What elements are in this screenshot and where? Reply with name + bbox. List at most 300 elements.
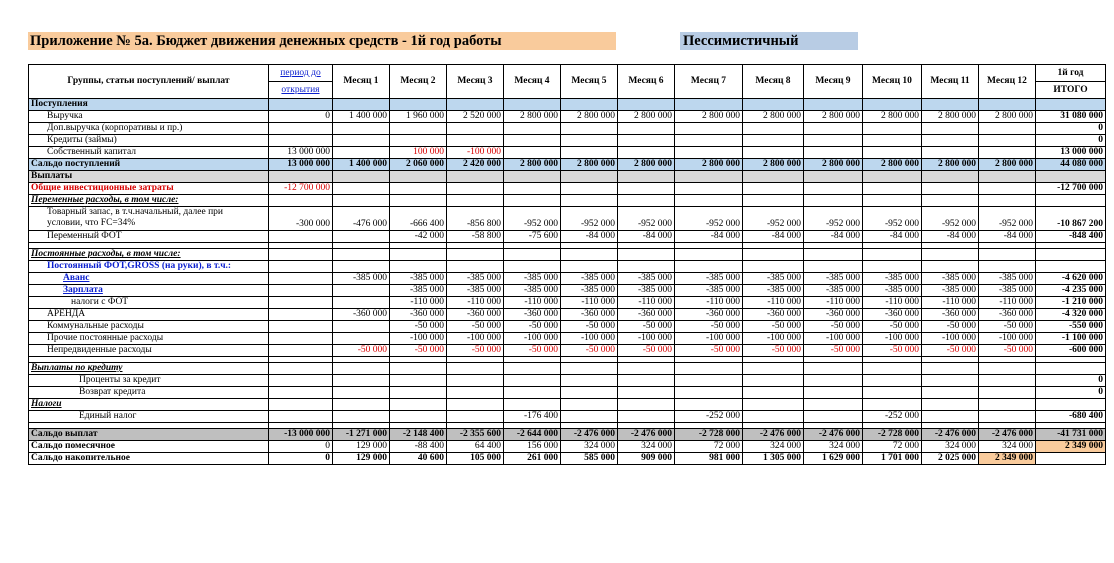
month-cell — [979, 387, 1036, 399]
pre-period-cell: -13 000 000 — [269, 429, 333, 441]
month-cell: -84 000 — [979, 231, 1036, 243]
month-cell: -84 000 — [863, 231, 922, 243]
row-label — [29, 387, 269, 399]
pre-period-cell — [269, 99, 333, 111]
month-cell — [979, 399, 1036, 411]
month-cell — [333, 321, 390, 333]
table-row — [29, 399, 1106, 411]
month-cell — [863, 171, 922, 183]
month-cell: -50 000 — [979, 321, 1036, 333]
header-group-label: Группы, статьи поступлений/ выплат — [29, 65, 269, 99]
year-total-cell — [1036, 453, 1106, 465]
month-cell — [863, 261, 922, 273]
month-cell — [804, 147, 863, 159]
row-label-text-2: условии, что FC=34% — [47, 218, 136, 228]
month-cell — [804, 123, 863, 135]
month-cell: 2 800 000 — [743, 111, 804, 123]
month-cell: 2 800 000 — [561, 159, 618, 171]
month-cell — [390, 261, 447, 273]
month-cell — [863, 135, 922, 147]
month-cell — [922, 183, 979, 195]
month-cell — [333, 99, 390, 111]
month-cell: -385 000 — [447, 285, 504, 297]
month-cell: -50 000 — [979, 345, 1036, 357]
month-cell: -50 000 — [333, 345, 390, 357]
page-title: Приложение № 5а. Бюджет движения денежных средств - 1й год работы — [28, 32, 616, 50]
month-cell — [979, 249, 1036, 261]
month-cell — [333, 363, 390, 375]
month-cell — [743, 375, 804, 387]
year-total-cell: 2 349 000 — [1036, 441, 1106, 453]
header-month-9: Месяц 9 — [804, 65, 863, 99]
month-cell: 2 800 000 — [922, 159, 979, 171]
month-cell — [333, 399, 390, 411]
month-cell — [922, 135, 979, 147]
month-cell: -50 000 — [390, 345, 447, 357]
header-month-5: Месяц 5 — [561, 65, 618, 99]
month-cell — [675, 195, 743, 207]
table-row — [29, 441, 1106, 453]
month-cell: 2 060 000 — [390, 159, 447, 171]
month-cell: -360 000 — [561, 309, 618, 321]
month-cell — [804, 135, 863, 147]
table-row — [29, 387, 1106, 399]
row-label — [29, 321, 269, 333]
row-label — [29, 135, 269, 147]
row-label — [29, 159, 269, 171]
month-cell — [618, 375, 675, 387]
pre-period-cell: -12 700 000 — [269, 183, 333, 195]
month-cell: -952 000 — [618, 207, 675, 231]
month-cell — [561, 363, 618, 375]
pre-period-cell — [269, 261, 333, 273]
month-cell — [333, 171, 390, 183]
month-cell — [675, 171, 743, 183]
month-cell: -50 000 — [618, 345, 675, 357]
month-cell — [561, 123, 618, 135]
pre-period-cell — [269, 231, 333, 243]
row-label — [29, 309, 269, 321]
month-cell: -100 000 — [675, 333, 743, 345]
month-cell: -58 800 — [447, 231, 504, 243]
row-label-text: Кредиты (займы) — [47, 135, 117, 145]
month-cell — [743, 249, 804, 261]
row-label-text: Сальдо поступлений — [31, 159, 121, 169]
pre-period-cell: 0 — [269, 111, 333, 123]
table-row — [29, 135, 1106, 147]
month-cell — [504, 249, 561, 261]
row-label-text: АРЕНДА — [47, 309, 86, 319]
month-cell — [675, 99, 743, 111]
year-total-cell: 13 000 000 — [1036, 147, 1106, 159]
row-label-text: Выплаты по кредиту — [31, 363, 123, 373]
month-cell — [979, 183, 1036, 195]
month-cell: -952 000 — [979, 207, 1036, 231]
month-cell: -100 000 — [447, 147, 504, 159]
month-cell: -42 000 — [390, 231, 447, 243]
month-cell: 156 000 — [504, 441, 561, 453]
table-row — [29, 429, 1106, 441]
row-label — [29, 345, 269, 357]
month-cell: 1 400 000 — [333, 159, 390, 171]
year-total-cell — [1036, 195, 1106, 207]
month-cell — [447, 363, 504, 375]
month-cell: -110 000 — [561, 297, 618, 309]
month-cell — [675, 135, 743, 147]
month-cell — [675, 363, 743, 375]
month-cell — [447, 99, 504, 111]
month-cell: 40 600 — [390, 453, 447, 465]
month-cell — [922, 147, 979, 159]
month-cell: -100 000 — [447, 333, 504, 345]
month-cell — [979, 147, 1036, 159]
month-cell — [743, 261, 804, 273]
month-cell: 324 000 — [804, 441, 863, 453]
month-cell: -856 800 — [447, 207, 504, 231]
month-cell: -110 000 — [675, 297, 743, 309]
header-month-4: Месяц 4 — [504, 65, 561, 99]
month-cell: 2 800 000 — [863, 159, 922, 171]
month-cell — [333, 135, 390, 147]
month-cell: 129 000 — [333, 453, 390, 465]
month-cell: -110 000 — [447, 297, 504, 309]
month-cell: 981 000 — [675, 453, 743, 465]
table-row — [29, 249, 1106, 261]
month-cell: -385 000 — [675, 273, 743, 285]
month-cell: -50 000 — [390, 321, 447, 333]
month-cell — [743, 387, 804, 399]
month-cell — [979, 195, 1036, 207]
month-cell: 2 800 000 — [743, 159, 804, 171]
pre-period-cell — [269, 195, 333, 207]
row-label — [29, 285, 269, 297]
row-label-text: Товарный запас, в т.ч.начальный, далее при — [47, 207, 224, 217]
month-cell — [804, 411, 863, 423]
month-cell: -952 000 — [675, 207, 743, 231]
month-cell — [504, 195, 561, 207]
month-cell — [390, 123, 447, 135]
month-cell: 909 000 — [618, 453, 675, 465]
table-row — [29, 147, 1106, 159]
month-cell: -1 271 000 — [333, 429, 390, 441]
month-cell — [979, 135, 1036, 147]
month-cell — [979, 411, 1036, 423]
month-cell: -84 000 — [675, 231, 743, 243]
month-cell: -360 000 — [922, 309, 979, 321]
header-month-12: Месяц 12 — [979, 65, 1036, 99]
month-cell — [922, 195, 979, 207]
month-cell: -385 000 — [804, 273, 863, 285]
month-cell: -50 000 — [863, 321, 922, 333]
year-total-cell: -680 400 — [1036, 411, 1106, 423]
table-row — [29, 231, 1106, 243]
month-cell — [922, 411, 979, 423]
year-total-cell: -12 700 000 — [1036, 183, 1106, 195]
month-cell: -50 000 — [504, 345, 561, 357]
row-label-text: Выплаты — [31, 171, 73, 181]
month-cell — [979, 171, 1036, 183]
table-row — [29, 195, 1106, 207]
month-cell: 2 520 000 — [447, 111, 504, 123]
month-cell: -110 000 — [979, 297, 1036, 309]
pre-period-cell — [269, 171, 333, 183]
year-total-cell: -4 620 000 — [1036, 273, 1106, 285]
row-label — [29, 273, 269, 285]
month-cell: 324 000 — [979, 441, 1036, 453]
month-cell: 100 000 — [390, 147, 447, 159]
month-cell: -385 000 — [333, 273, 390, 285]
month-cell — [447, 411, 504, 423]
month-cell: -2 644 000 — [504, 429, 561, 441]
year-total-cell — [1036, 249, 1106, 261]
month-cell — [618, 147, 675, 159]
year-total-cell: -1 100 000 — [1036, 333, 1106, 345]
row-label-text: Единый налог — [79, 411, 137, 421]
row-label — [29, 375, 269, 387]
month-cell: -110 000 — [922, 297, 979, 309]
row-label — [29, 399, 269, 411]
pre-period-cell — [269, 297, 333, 309]
header-pre-period-bottom: открытия — [269, 82, 333, 99]
month-cell: -2 476 000 — [922, 429, 979, 441]
month-cell: -385 000 — [390, 285, 447, 297]
month-cell — [863, 375, 922, 387]
month-cell: -176 400 — [504, 411, 561, 423]
row-label-text: Налоги — [31, 399, 62, 409]
month-cell: -50 000 — [561, 321, 618, 333]
month-cell: -2 355 600 — [447, 429, 504, 441]
header-year-bottom: ИТОГО — [1036, 82, 1106, 99]
month-cell: 105 000 — [447, 453, 504, 465]
month-cell — [804, 171, 863, 183]
month-cell — [333, 297, 390, 309]
row-label — [29, 453, 269, 465]
month-cell — [618, 411, 675, 423]
month-cell — [504, 123, 561, 135]
row-label — [29, 183, 269, 195]
month-cell — [333, 195, 390, 207]
pre-period-cell — [269, 411, 333, 423]
month-cell — [743, 195, 804, 207]
month-cell — [390, 249, 447, 261]
month-cell: -50 000 — [504, 321, 561, 333]
month-cell — [618, 135, 675, 147]
year-total-cell: -1 210 000 — [1036, 297, 1106, 309]
row-label — [29, 363, 269, 375]
month-cell — [675, 249, 743, 261]
month-cell — [504, 99, 561, 111]
month-cell — [390, 399, 447, 411]
month-cell: -952 000 — [804, 207, 863, 231]
pre-period-cell: 13 000 000 — [269, 147, 333, 159]
month-cell: 2 349 000 — [979, 453, 1036, 465]
month-cell — [922, 99, 979, 111]
month-cell: -2 476 000 — [979, 429, 1036, 441]
month-cell — [618, 249, 675, 261]
month-cell: -952 000 — [863, 207, 922, 231]
month-cell: -110 000 — [863, 297, 922, 309]
month-cell — [863, 399, 922, 411]
table-row — [29, 273, 1106, 285]
year-total-cell — [1036, 171, 1106, 183]
row-label-text: Поступления — [31, 99, 88, 109]
month-cell: -385 000 — [804, 285, 863, 297]
month-cell — [922, 123, 979, 135]
month-cell: -88 400 — [390, 441, 447, 453]
month-cell: 2 800 000 — [504, 111, 561, 123]
year-total-cell: -600 000 — [1036, 345, 1106, 357]
month-cell — [675, 123, 743, 135]
month-cell — [863, 363, 922, 375]
month-cell: 324 000 — [922, 441, 979, 453]
month-cell — [743, 171, 804, 183]
month-cell: 2 800 000 — [863, 111, 922, 123]
month-cell — [447, 183, 504, 195]
month-cell: -385 000 — [863, 273, 922, 285]
month-cell: -50 000 — [618, 321, 675, 333]
month-cell: -84 000 — [922, 231, 979, 243]
month-cell — [675, 183, 743, 195]
month-cell: 2 800 000 — [804, 111, 863, 123]
month-cell — [979, 123, 1036, 135]
row-label-text: Собственный капитал — [47, 147, 136, 157]
table-header-row — [29, 65, 1106, 82]
month-cell — [618, 261, 675, 273]
table-row — [29, 345, 1106, 357]
month-cell — [504, 171, 561, 183]
row-label-text: Зарплата — [63, 285, 103, 295]
month-cell: 2 800 000 — [618, 159, 675, 171]
header-month-7: Месяц 7 — [675, 65, 743, 99]
month-cell — [504, 147, 561, 159]
month-cell — [333, 249, 390, 261]
month-cell: 1 400 000 — [333, 111, 390, 123]
month-cell: 2 800 000 — [675, 111, 743, 123]
row-label — [29, 297, 269, 309]
month-cell — [743, 183, 804, 195]
month-cell: -50 000 — [804, 345, 863, 357]
month-cell — [804, 375, 863, 387]
month-cell: -666 400 — [390, 207, 447, 231]
month-cell — [863, 99, 922, 111]
month-cell — [561, 411, 618, 423]
pre-period-cell — [269, 249, 333, 261]
month-cell: -50 000 — [743, 321, 804, 333]
header-month-3: Месяц 3 — [447, 65, 504, 99]
month-cell: -110 000 — [743, 297, 804, 309]
row-label-text: Выручка — [47, 111, 83, 121]
row-label — [29, 429, 269, 441]
month-cell: -385 000 — [979, 285, 1036, 297]
month-cell — [743, 363, 804, 375]
table-row — [29, 297, 1106, 309]
month-cell — [804, 261, 863, 273]
month-cell: -952 000 — [743, 207, 804, 231]
month-cell: -50 000 — [863, 345, 922, 357]
month-cell: -50 000 — [922, 321, 979, 333]
month-cell: -100 000 — [922, 333, 979, 345]
row-label-text: Общие инвестиционные затраты — [31, 183, 174, 193]
month-cell — [504, 399, 561, 411]
pre-period-cell: -300 000 — [269, 207, 333, 231]
month-cell — [979, 99, 1036, 111]
month-cell: -100 000 — [504, 333, 561, 345]
pre-period-cell — [269, 399, 333, 411]
month-cell: -110 000 — [390, 297, 447, 309]
table-row — [29, 453, 1106, 465]
month-cell: -2 476 000 — [561, 429, 618, 441]
year-total-cell: 44 080 000 — [1036, 159, 1106, 171]
pre-period-cell — [269, 285, 333, 297]
month-cell — [504, 375, 561, 387]
month-cell — [675, 261, 743, 273]
year-total-cell — [1036, 99, 1106, 111]
row-label-text: Прочие постоянные расходы — [47, 333, 164, 343]
month-cell: -360 000 — [675, 309, 743, 321]
month-cell: -385 000 — [504, 285, 561, 297]
month-cell — [743, 399, 804, 411]
month-cell — [561, 183, 618, 195]
row-label — [29, 261, 269, 273]
month-cell: 129 000 — [333, 441, 390, 453]
month-cell — [390, 375, 447, 387]
table-row — [29, 411, 1106, 423]
month-cell — [863, 147, 922, 159]
table-row — [29, 111, 1106, 123]
month-cell: -100 000 — [390, 333, 447, 345]
row-label-text: налоги с ФОТ — [71, 297, 129, 307]
pre-period-cell: 0 — [269, 453, 333, 465]
month-cell: -385 000 — [922, 285, 979, 297]
month-cell — [447, 261, 504, 273]
month-cell: -385 000 — [390, 273, 447, 285]
table-row — [29, 207, 1106, 231]
month-cell: -84 000 — [804, 231, 863, 243]
month-cell — [447, 387, 504, 399]
month-cell: 2 800 000 — [561, 111, 618, 123]
month-cell: 72 000 — [675, 441, 743, 453]
header-year-top: 1й год — [1036, 65, 1106, 82]
month-cell: 2 025 000 — [922, 453, 979, 465]
month-cell: -360 000 — [743, 309, 804, 321]
month-cell — [922, 387, 979, 399]
month-cell: 324 000 — [743, 441, 804, 453]
header-month-8: Месяц 8 — [743, 65, 804, 99]
month-cell — [804, 195, 863, 207]
month-cell: -952 000 — [922, 207, 979, 231]
year-total-cell — [1036, 399, 1106, 411]
month-cell — [922, 171, 979, 183]
row-label-text: Переменный ФОТ — [47, 231, 122, 241]
month-cell — [618, 183, 675, 195]
month-cell: -2 728 000 — [863, 429, 922, 441]
month-cell — [922, 363, 979, 375]
month-cell — [504, 261, 561, 273]
year-total-cell: 0 — [1036, 387, 1106, 399]
year-total-cell: 0 — [1036, 375, 1106, 387]
month-cell: -252 000 — [675, 411, 743, 423]
month-cell — [561, 99, 618, 111]
month-cell — [743, 411, 804, 423]
month-cell: 64 400 — [447, 441, 504, 453]
month-cell — [863, 195, 922, 207]
year-total-cell: -550 000 — [1036, 321, 1106, 333]
month-cell: -385 000 — [618, 285, 675, 297]
month-cell: -84 000 — [743, 231, 804, 243]
month-cell — [390, 99, 447, 111]
month-cell — [447, 375, 504, 387]
month-cell: 2 800 000 — [979, 159, 1036, 171]
